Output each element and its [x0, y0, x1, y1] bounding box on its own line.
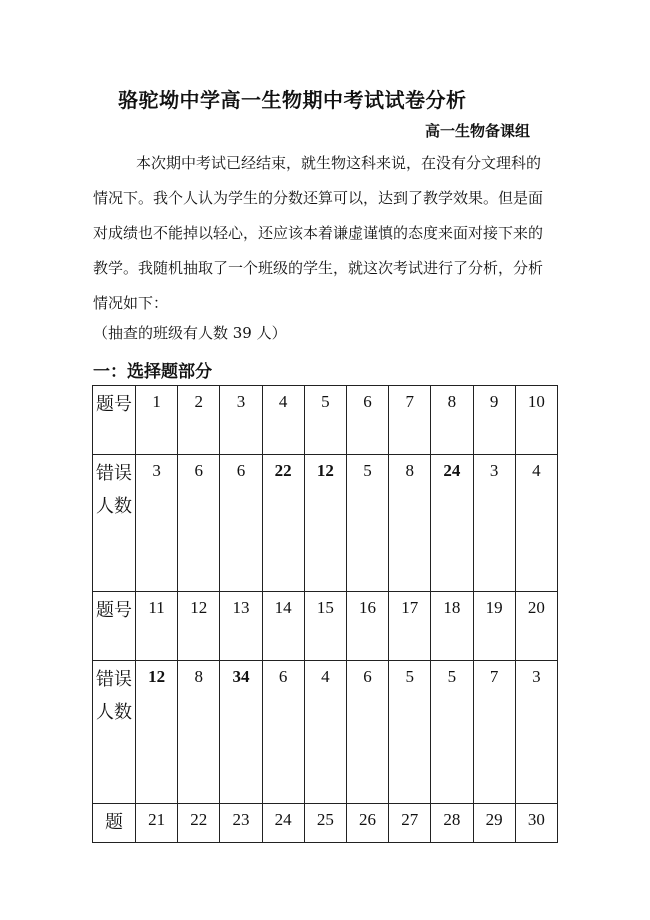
question-number: 22: [178, 804, 220, 843]
question-number: 14: [262, 592, 304, 661]
paragraph-line: 本次期中考试已经结束，就生物这科来说，在没有分文理科的: [136, 154, 542, 172]
question-number: 19: [473, 592, 515, 661]
question-number: 25: [304, 804, 346, 843]
question-number: 16: [346, 592, 388, 661]
question-number: 26: [346, 804, 388, 843]
wrong-count: 3: [515, 661, 557, 804]
paragraph-line: 教学。我随机抽取了一个班级的学生，就这次考试进行了分析，分析: [93, 259, 544, 277]
question-number: 4: [262, 386, 304, 455]
question-number: 20: [515, 592, 557, 661]
wrong-count: 5: [389, 661, 431, 804]
document-subtitle: 高一生物备课组: [425, 122, 531, 140]
question-number: 2: [178, 386, 220, 455]
section-heading: 一：选择题部分: [93, 362, 212, 382]
wrong-count: 7: [473, 661, 515, 804]
row-header-question: 题号: [93, 592, 136, 661]
document-title: 骆驼坳中学高一生物期中考试试卷分析: [118, 88, 467, 112]
question-number: 27: [389, 804, 431, 843]
wrong-count: 5: [431, 661, 473, 804]
wrong-count: 6: [178, 455, 220, 592]
wrong-count: 5: [346, 455, 388, 592]
wrong-count: 4: [304, 661, 346, 804]
wrong-count: 8: [178, 661, 220, 804]
question-number: 17: [389, 592, 431, 661]
question-number: 21: [136, 804, 178, 843]
question-number: 13: [220, 592, 262, 661]
table-row-questions-1: [93, 386, 558, 455]
question-number: 29: [473, 804, 515, 843]
paragraph-line: 对成绩也不能掉以轻心，还应该本着谦虚谨慎的态度来面对接下来的: [93, 224, 544, 242]
question-number: 12: [178, 592, 220, 661]
paragraph-line: 情况下。我个人认为学生的分数还算可以，达到了教学效果。但是面: [93, 189, 544, 207]
question-number: 8: [431, 386, 473, 455]
question-number: 15: [304, 592, 346, 661]
row-header-question: 题号: [93, 386, 136, 455]
wrong-count: 24: [431, 455, 473, 592]
question-number: 3: [220, 386, 262, 455]
question-number: 24: [262, 804, 304, 843]
question-number: 18: [431, 592, 473, 661]
wrong-count: 6: [220, 455, 262, 592]
row-header-wrong: 错误人数: [93, 661, 136, 804]
choice-question-table: [92, 385, 558, 843]
row-header-wrong: 错误人数: [93, 455, 136, 592]
question-number: 10: [515, 386, 557, 455]
wrong-count: 12: [304, 455, 346, 592]
wrong-count: 12: [136, 661, 178, 804]
question-number: 6: [346, 386, 388, 455]
sample-note: （抽查的班级有人数 39 人）: [93, 324, 287, 342]
question-number: 23: [220, 804, 262, 843]
table-row-questions-3: [93, 804, 558, 843]
question-number: 28: [431, 804, 473, 843]
question-number: 9: [473, 386, 515, 455]
question-number: 11: [136, 592, 178, 661]
row-header-question: 题: [93, 804, 136, 843]
paragraph-line: 情况如下：: [93, 294, 169, 312]
table-row-wrong-2: [93, 661, 558, 804]
table-row-wrong-1: [93, 455, 558, 592]
question-number: 7: [389, 386, 431, 455]
wrong-count: 22: [262, 455, 304, 592]
table-row-questions-2: [93, 592, 558, 661]
wrong-count: 34: [220, 661, 262, 804]
question-number: 1: [136, 386, 178, 455]
wrong-count: 3: [136, 455, 178, 592]
wrong-count: 8: [389, 455, 431, 592]
question-number: 30: [515, 804, 557, 843]
wrong-count: 6: [262, 661, 304, 804]
wrong-count: 3: [473, 455, 515, 592]
wrong-count: 4: [515, 455, 557, 592]
question-number: 5: [304, 386, 346, 455]
wrong-count: 6: [346, 661, 388, 804]
